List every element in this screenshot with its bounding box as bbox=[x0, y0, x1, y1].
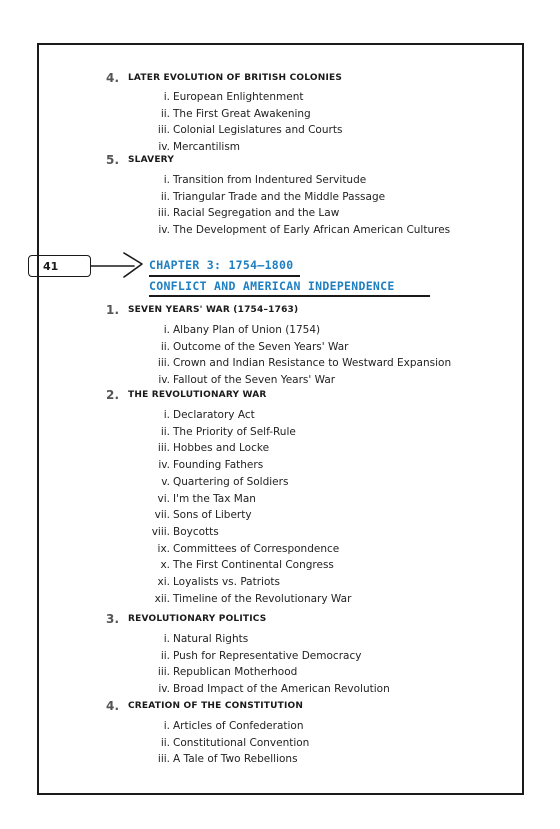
toc-item-numeral: iv. bbox=[158, 224, 170, 237]
toc-item-numeral: i. bbox=[163, 174, 170, 186]
section-number: 4. bbox=[106, 71, 120, 85]
toc-item bbox=[138, 559, 334, 571]
toc-item bbox=[138, 174, 366, 186]
toc-item bbox=[138, 124, 342, 136]
toc-item bbox=[138, 476, 288, 488]
toc-item-numeral: v. bbox=[161, 475, 170, 488]
toc-item-numeral: iii. bbox=[157, 753, 170, 766]
section-number: 3. bbox=[106, 612, 120, 626]
toc-item-label: Timeline of the Revolutionary War bbox=[173, 592, 352, 605]
toc-item-numeral: xii. bbox=[154, 592, 170, 605]
arrow-icon bbox=[90, 249, 146, 281]
section-heading bbox=[106, 153, 175, 167]
toc-item-label: Boycotts bbox=[173, 525, 219, 538]
toc-item bbox=[138, 633, 248, 645]
toc-item-label: The First Great Awakening bbox=[173, 107, 311, 120]
toc-item-label: Sons of Liberty bbox=[173, 509, 252, 522]
toc-item-label: Committees of Correspondence bbox=[173, 542, 340, 555]
section-title: SLAVERY bbox=[128, 155, 175, 165]
section-heading bbox=[106, 303, 299, 317]
section-heading bbox=[106, 699, 304, 713]
toc-item-numeral: ii. bbox=[160, 649, 170, 662]
toc-item-numeral: iii. bbox=[157, 207, 170, 220]
toc-item-label: Republican Motherhood bbox=[173, 666, 298, 679]
toc-item-numeral: vii. bbox=[154, 509, 170, 522]
toc-item-numeral: iii. bbox=[157, 442, 170, 455]
chapter-subtitle: CONFLICT AND AMERICAN INDEPENDENCE bbox=[149, 279, 395, 293]
toc-item-label: Mercantilism bbox=[173, 141, 241, 154]
toc-item bbox=[138, 683, 390, 695]
toc-item-numeral: viii. bbox=[151, 525, 170, 538]
section-title: SEVEN YEARS' WAR (1754–1763) bbox=[128, 305, 299, 315]
toc-item-numeral: i. bbox=[163, 409, 170, 421]
toc-item bbox=[138, 141, 240, 153]
section-title: LATER EVOLUTION OF BRITISH COLONIES bbox=[128, 73, 343, 83]
toc-item-numeral: xi. bbox=[157, 576, 170, 588]
toc-item bbox=[138, 357, 451, 369]
toc-item-numeral: ii. bbox=[160, 736, 170, 749]
chapter-title-underline bbox=[149, 275, 300, 277]
toc-item-numeral: iv. bbox=[158, 141, 170, 154]
toc-item-label: European Enlightenment bbox=[173, 91, 304, 103]
toc-item-numeral: ii. bbox=[160, 107, 170, 120]
page-number-box: 41 bbox=[28, 255, 91, 277]
toc-item-numeral: ii. bbox=[160, 340, 170, 353]
toc-item bbox=[138, 576, 280, 588]
toc-item bbox=[138, 91, 304, 103]
toc-item-numeral: i. bbox=[163, 633, 170, 645]
toc-item-numeral: iv. bbox=[158, 374, 170, 387]
toc-item-label: The First Continental Congress bbox=[173, 559, 334, 572]
section-number: 4. bbox=[106, 699, 120, 713]
toc-item-label: Articles of Confederation bbox=[173, 720, 304, 732]
toc-item-label: Albany Plan of Union (1754) bbox=[173, 324, 321, 336]
toc-item bbox=[138, 526, 219, 538]
toc-item bbox=[138, 737, 309, 749]
section-number: 5. bbox=[106, 153, 120, 167]
toc-item-numeral: iv. bbox=[158, 459, 170, 472]
section-number: 2. bbox=[106, 388, 120, 402]
toc-item bbox=[138, 207, 339, 219]
toc-item bbox=[138, 509, 252, 521]
section-title: REVOLUTIONARY POLITICS bbox=[128, 614, 267, 624]
toc-item bbox=[138, 341, 348, 353]
toc-item-numeral: iii. bbox=[157, 124, 170, 137]
toc-item-label: Founding Fathers bbox=[173, 459, 264, 472]
toc-item-label: The Priority of Self-Rule bbox=[173, 425, 296, 438]
toc-item bbox=[138, 666, 297, 678]
toc-item-numeral: ii. bbox=[160, 425, 170, 438]
toc-item-numeral: i. bbox=[163, 324, 170, 336]
toc-item-label: Push for Representative Democracy bbox=[173, 649, 362, 662]
toc-item bbox=[138, 753, 298, 765]
toc-item bbox=[138, 191, 385, 203]
toc-item-label: Broad Impact of the American Revolution bbox=[173, 683, 390, 696]
toc-item bbox=[138, 442, 269, 454]
section-heading bbox=[106, 612, 267, 626]
toc-item-label: The Development of Early African American Cultures bbox=[173, 224, 451, 237]
section-number: 1. bbox=[106, 303, 120, 317]
toc-item bbox=[138, 108, 311, 120]
toc-item-numeral: vi. bbox=[157, 492, 170, 505]
toc-item-label: Fallout of the Seven Years' War bbox=[173, 374, 336, 387]
toc-item bbox=[138, 650, 361, 662]
toc-item bbox=[138, 409, 255, 421]
toc-item-numeral: i. bbox=[163, 720, 170, 732]
toc-item-numeral: ix. bbox=[157, 542, 170, 555]
toc-item-label: A Tale of Two Rebellions bbox=[173, 753, 298, 766]
section-heading bbox=[106, 71, 343, 85]
toc-item-label: Colonial Legislatures and Courts bbox=[173, 124, 343, 137]
section-title: THE REVOLUTIONARY WAR bbox=[128, 390, 267, 400]
toc-item bbox=[138, 426, 296, 438]
toc-item-numeral: iv. bbox=[158, 683, 170, 696]
toc-item bbox=[138, 493, 256, 505]
chapter-title: CHAPTER 3: 1754–1800 bbox=[149, 258, 294, 272]
toc-item-numeral: ii. bbox=[160, 190, 170, 203]
toc-item-label: Declaratory Act bbox=[173, 409, 255, 421]
toc-item bbox=[138, 374, 335, 386]
toc-item-label: Racial Segregation and the Law bbox=[173, 207, 340, 220]
toc-item bbox=[138, 593, 351, 605]
section-heading bbox=[106, 388, 267, 402]
toc-item bbox=[138, 543, 339, 555]
toc-item-numeral: x. bbox=[160, 559, 170, 572]
toc-item-label: I'm the Tax Man bbox=[173, 492, 256, 505]
toc-item-label: Triangular Trade and the Middle Passage bbox=[173, 190, 386, 203]
toc-item-label: Transition from Indentured Servitude bbox=[173, 174, 367, 186]
toc-item-label: Crown and Indian Resistance to Westward Expansion bbox=[173, 357, 452, 370]
toc-item bbox=[138, 720, 304, 732]
toc-item bbox=[138, 324, 320, 336]
chapter-subtitle-underline bbox=[149, 295, 430, 297]
toc-item-label: Quartering of Soldiers bbox=[173, 475, 289, 488]
toc-item-numeral: i. bbox=[163, 91, 170, 103]
toc-item-label: Hobbes and Locke bbox=[173, 442, 270, 455]
toc-item-numeral: iii. bbox=[157, 357, 170, 370]
section-title: CREATION OF THE CONSTITUTION bbox=[128, 701, 304, 711]
toc-item bbox=[138, 224, 450, 236]
toc-item-label: Outcome of the Seven Years' War bbox=[173, 340, 349, 353]
toc-item-numeral: iii. bbox=[157, 666, 170, 679]
toc-item-label: Natural Rights bbox=[173, 633, 249, 645]
toc-item-label: Loyalists vs. Patriots bbox=[173, 576, 280, 588]
toc-item bbox=[138, 459, 263, 471]
toc-item-label: Constitutional Convention bbox=[173, 736, 310, 749]
